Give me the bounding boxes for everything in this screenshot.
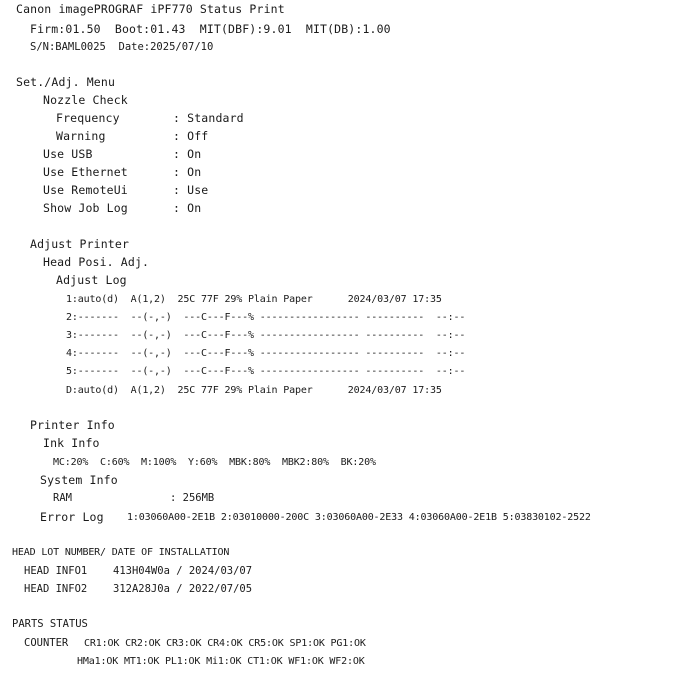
ink-info-heading: Ink Info	[43, 436, 100, 450]
error-log-label: Error Log	[40, 510, 104, 524]
adjust-log-line: 3:------- --(-,-) ---C---F---% ----------------- ---------- --:--	[66, 330, 466, 341]
system-info-heading: System Info	[40, 473, 118, 487]
setting-value: : Standard	[173, 111, 244, 125]
adjust-log-line: D:auto(d) A(1,2) 25C 77F 29% Plain Paper 2024/03/07 17:35	[66, 385, 442, 396]
ram-label: RAM	[53, 492, 72, 504]
setting-label: Frequency	[56, 111, 120, 125]
adjust-log-line: 5:------- --(-,-) ---C---F---% ----------------- ---------- --:--	[66, 366, 466, 377]
adjust-printer-heading: Adjust Printer	[30, 237, 130, 251]
head-position-adjust-heading: Head Posi. Adj.	[43, 255, 150, 269]
printer-info-heading: Printer Info	[30, 418, 115, 432]
setting-value: : Use	[173, 183, 209, 197]
ink-levels: MC:20% C:60% M:100% Y:60% MBK:80% MBK2:80% BK:20%	[53, 457, 376, 468]
adjust-log-heading: Adjust Log	[56, 273, 127, 287]
head-lot-heading: HEAD LOT NUMBER/ DATE OF INSTALLATION	[12, 547, 230, 558]
setting-label: Use Ethernet	[43, 165, 128, 179]
ram-value: : 256MB	[170, 492, 215, 504]
counter-status-line: CR1:OK CR2:OK CR3:OK CR4:OK CR5:OK SP1:OK PG1:OK	[84, 638, 366, 649]
head-info-value: 312A28J0a / 2022/07/05	[113, 583, 253, 595]
parts-status-heading: PARTS STATUS	[12, 618, 88, 630]
error-log-value: 1:03060A00-2E1B 2:03010000-200C 3:03060A00-2E33 4:03060A00-2E1B 5:03830102-2522	[127, 512, 591, 523]
document-title: Canon imagePROGRAF iPF770 Status Print	[16, 2, 285, 16]
setting-value: : Off	[173, 129, 209, 143]
setting-value: : On	[173, 201, 202, 215]
setup-menu-heading: Set./Adj. Menu	[16, 75, 116, 89]
nozzle-check-heading: Nozzle Check	[43, 93, 128, 107]
setting-label: Use USB	[43, 147, 93, 161]
adjust-log-line: 1:auto(d) A(1,2) 25C 77F 29% Plain Paper 2024/03/07 17:35	[66, 294, 442, 305]
setting-value: : On	[173, 147, 202, 161]
setting-label: Show Job Log	[43, 201, 128, 215]
adjust-log-line: 2:------- --(-,-) ---C---F---% ----------------- ---------- --:--	[66, 312, 466, 323]
head-info-label: HEAD INFO2	[24, 583, 88, 595]
setting-label: Use RemoteUi	[43, 183, 128, 197]
head-info-label: HEAD INFO1	[24, 565, 88, 577]
adjust-log-line: 4:------- --(-,-) ---C---F---% ----------------- ---------- --:--	[66, 348, 466, 359]
serial-and-date: S/N:BAML0025 Date:2025/07/10	[30, 41, 214, 53]
firmware-versions: Firm:01.50 Boot:01.43 MIT(DBF):9.01 MIT(DB):1.00	[30, 22, 391, 36]
counter-label: COUNTER	[24, 637, 69, 649]
head-info-value: 413H04W0a / 2024/03/07	[113, 565, 253, 577]
counter-status-line: HMa1:OK MT1:OK PL1:OK Mi1:OK CT1:OK WF1:OK WF2:OK	[77, 656, 365, 667]
setting-value: : On	[173, 165, 202, 179]
setting-label: Warning	[56, 129, 106, 143]
